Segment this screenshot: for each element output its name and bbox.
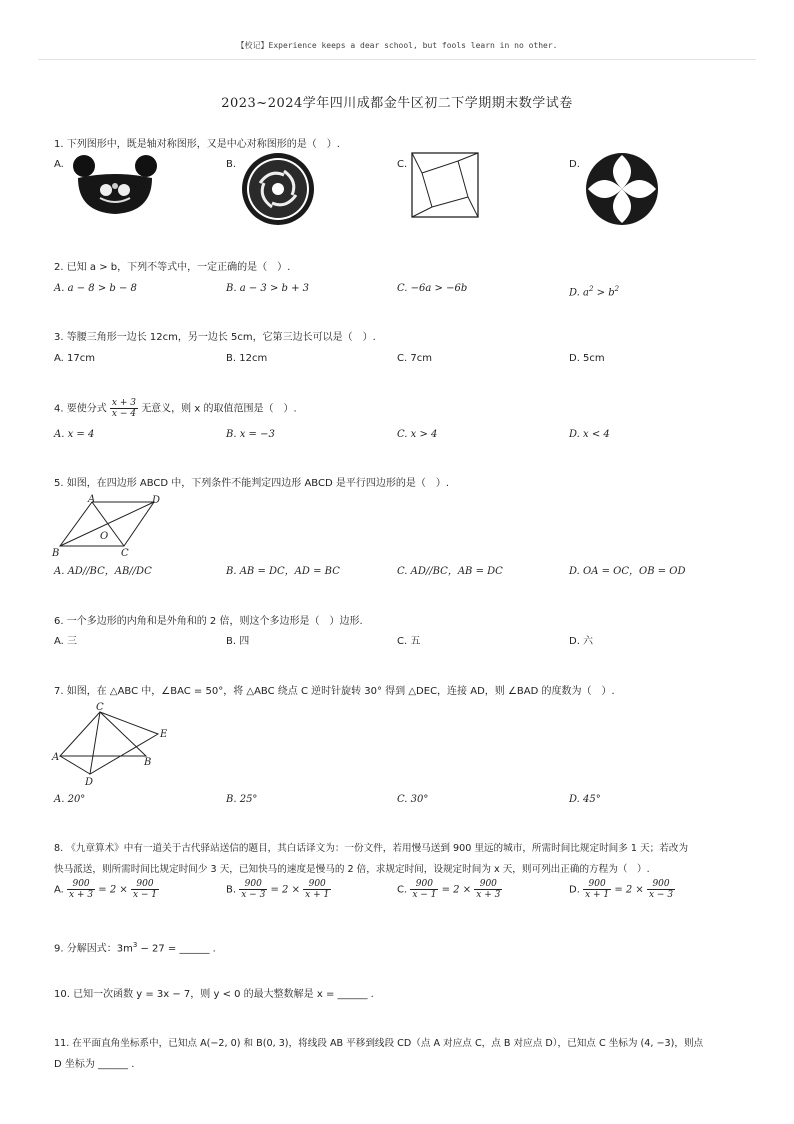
q7-option-d: D. 45° <box>569 794 601 805</box>
q5-option-b: B. AB = DC，AD = BC <box>226 566 340 577</box>
q2-option-d: D. $a^2 > b^2$ <box>569 285 620 299</box>
q3-stem: 3. 等腰三角形一边长 12cm，另一边长 5cm，它第三边长可以是（ ）. <box>54 332 376 343</box>
q5-label-d: D <box>152 495 161 506</box>
q10-stem: 10. 已知一次函数 y = 3x − 7，则 y < 0 的最大整数解是 x = ______ . <box>54 989 374 1000</box>
q5-label-o: O <box>100 531 109 542</box>
page-header-banner: 【校记】Experience keeps a dear school, but fools learn in no other. <box>236 41 558 50</box>
q3-option-c: C. 7cm <box>397 353 432 364</box>
q1-figure-d-petals <box>584 151 660 227</box>
q8-option-a: A. $\frac{900}{x + 3}$ = 2 × $\frac{900}{x - 1}$ <box>54 879 158 900</box>
q1-option-c: C. <box>397 159 408 170</box>
q11-stem-line1: 11. 在平面直角坐标系中，已知点 A(−2, 0) 和 B(0, 3)，将线段 AB 平移到线段 CD（点 A 对应点 C，点 B 对应点 D），已知点 C 坐标为 (4, −3)，则点 <box>54 1038 704 1049</box>
q7-option-a: A. 20° <box>54 794 86 805</box>
q3-option-a: A. 17cm <box>54 353 95 364</box>
q7-figure-rotation <box>50 700 175 788</box>
q4-option-c: C. x > 4 <box>397 429 438 440</box>
q7-label-e: E <box>160 729 168 740</box>
q8-option-d: D. $\frac{900}{x + 1}$ = 2 × $\frac{900}{x - 3}$ <box>569 879 674 900</box>
q4-fraction: $\frac{x + 3}{x - 4}$ <box>111 398 136 419</box>
q6-option-d: D. 六 <box>569 636 594 647</box>
q6-option-c: C. 五 <box>397 636 421 647</box>
q5-option-d: D. OA = OC，OB = OD <box>569 566 686 577</box>
q4-option-a: A. x = 4 <box>54 429 95 440</box>
q5-label-a: A <box>88 494 96 505</box>
q7-option-b: B. 25° <box>226 794 258 805</box>
q6-stem: 6. 一个多边形的内角和是外角和的 2 倍，则这个多边形是（ ）边形. <box>54 616 363 627</box>
q4-option-d: D. x < 4 <box>569 429 610 440</box>
q5-option-a: A. AD//BC，AB//DC <box>54 566 152 577</box>
q4-option-b: B. x = −3 <box>226 429 275 440</box>
header-divider <box>38 59 756 60</box>
q7-label-d: D <box>85 777 94 788</box>
q7-option-c: C. 30° <box>397 794 429 805</box>
q3-option-b: B. 12cm <box>226 353 268 364</box>
q7-label-c: C <box>96 702 104 713</box>
q5-figure-quadrilateral <box>52 494 164 558</box>
q2-option-b: B. a − 3 > b + 3 <box>226 283 310 294</box>
q8-stem-line2: 快马派送，则所需时间比规定时间少 3 天，已知快马的速度是慢马的 2 倍，求规定时间，设规定时间为 x 天，则可列出正确的方程为（ ）. <box>54 864 650 875</box>
q5-option-c: C. AD//BC，AB = DC <box>397 566 503 577</box>
q7-stem: 7. 如图，在 △ABC 中，∠BAC = 50°，将 △ABC 绕点 C 逆时针旋转 30° 得到 △DEC，连接 AD，则 ∠BAD 的度数为（ ）. <box>54 686 615 697</box>
q6-option-a: A. 三 <box>54 636 78 647</box>
q8-option-c: C. $\frac{900}{x - 1}$ = 2 × $\frac{900}{x + 3}$ <box>397 879 501 900</box>
q7-label-a: A <box>52 752 60 763</box>
q2-stem: 2. 已知 a > b，下列不等式中，一定正确的是（ ）. <box>54 262 291 273</box>
q1-figure-b-spiral <box>240 151 316 227</box>
q1-figure-c-squares <box>410 151 480 219</box>
q4-stem: 4. 要使分式 $\frac{x + 3}{x - 4}$ 无意义，则 x 的取值范围是（ ）. <box>54 398 297 419</box>
q1-figure-a-panda <box>70 150 160 220</box>
q3-option-d: D. 5cm <box>569 353 605 364</box>
q11-stem-line2: D 坐标为 ______ . <box>54 1059 135 1070</box>
q1-option-a: A. <box>54 159 64 170</box>
page-title: 2023~2024学年四川成都金牛区初二下学期期末数学试卷 <box>221 96 573 111</box>
q8-option-b: B. $\frac{900}{x - 3}$ = 2 × $\frac{900}{x + 1}$ <box>226 879 330 900</box>
q1-option-d: D. <box>569 159 580 170</box>
q5-label-b: B <box>52 548 60 558</box>
q5-label-c: C <box>121 548 129 558</box>
q8-stem-line1: 8. 《九章算术》中有一道关于古代驿站送信的题目，其白话译文为：一份文件，若用慢马送到 900 里远的城市，所需时间比规定时间多 1 天；若改为 <box>54 843 689 854</box>
q1-stem: 1. 下列图形中，既是轴对称图形，又是中心对称图形的是（ ）. <box>54 139 340 150</box>
q7-label-b: B <box>144 757 152 768</box>
q2-option-a: A. a − 8 > b − 8 <box>54 283 137 294</box>
q6-option-b: B. 四 <box>226 636 250 647</box>
q2-option-c: C. −6a > −6b <box>397 283 468 294</box>
q1-option-b: B. <box>226 159 237 170</box>
q5-stem: 5. 如图，在四边形 ABCD 中，下列条件不能判定四边形 ABCD 是平行四边形的是（ ）. <box>54 478 450 489</box>
q9-stem: 9. 分解因式：$3m^3 - 27$ = ______ . <box>54 941 216 955</box>
